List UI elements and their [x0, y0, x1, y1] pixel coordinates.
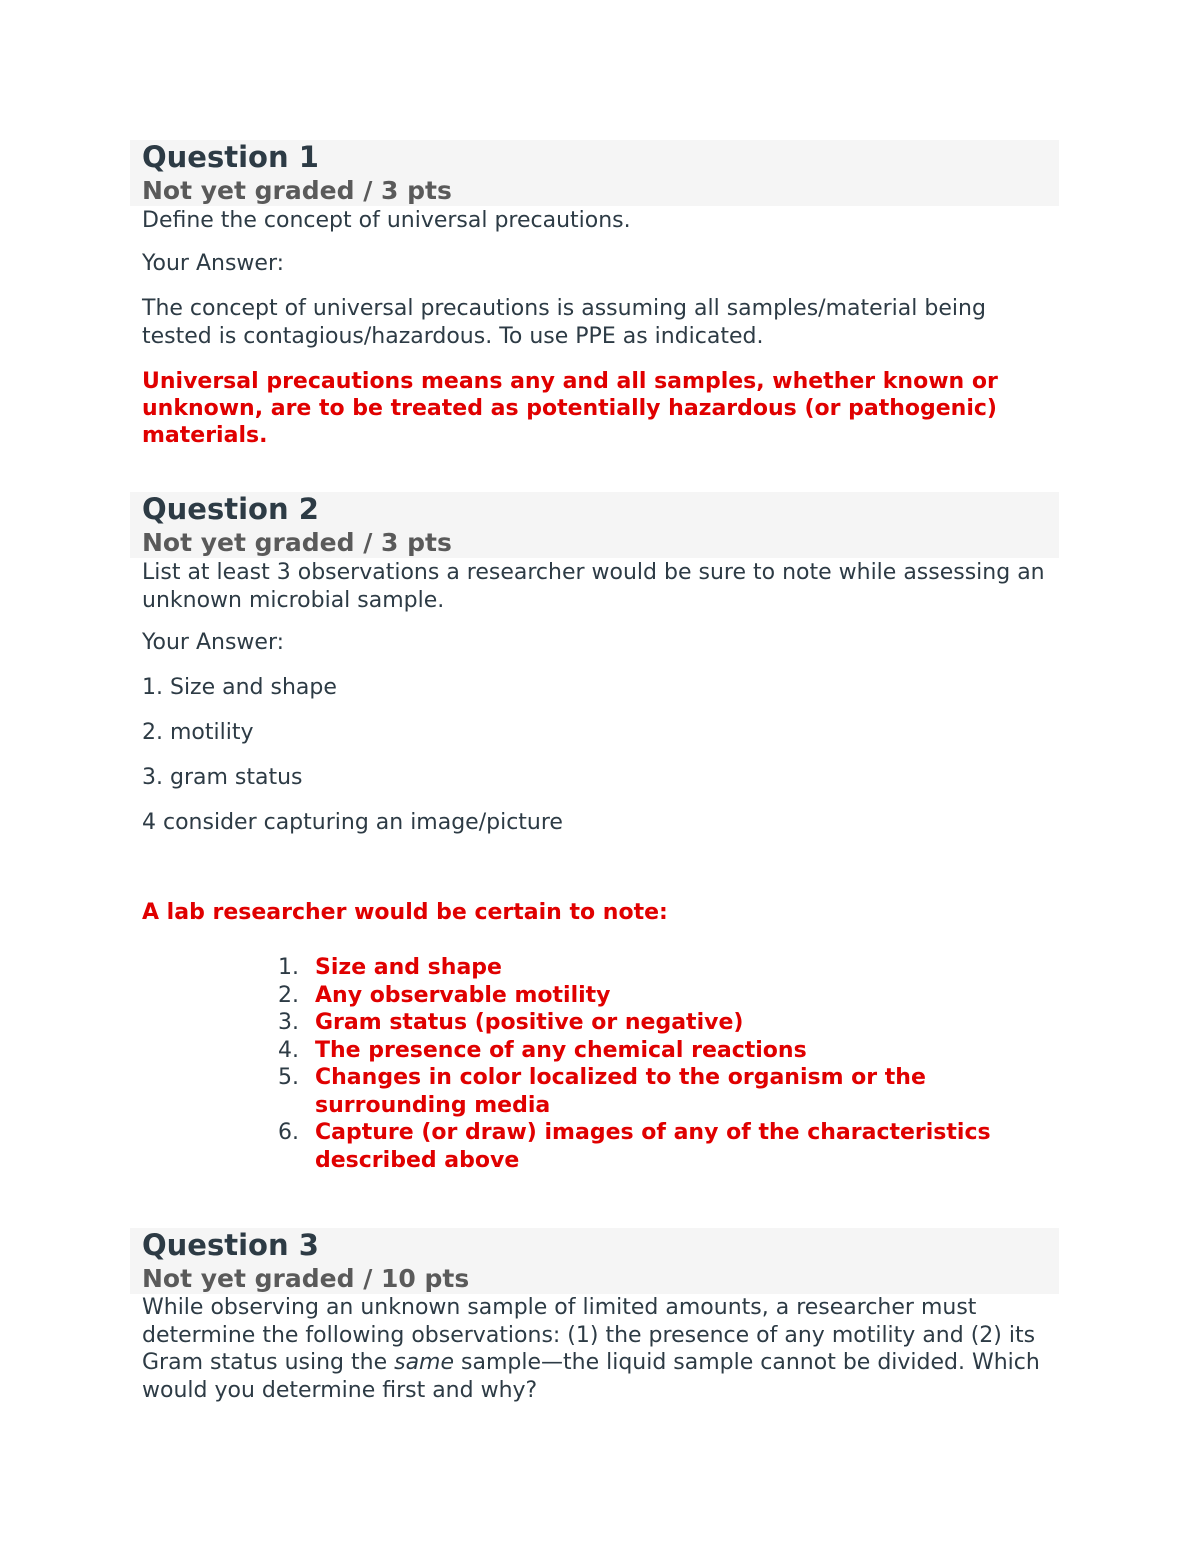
answer-line: 4 consider capturing an image/picture — [142, 810, 563, 835]
answer-label: Your Answer: — [142, 630, 285, 655]
list-item — [250, 1037, 1050, 1065]
question-prompt: Define the concept of universal precautions. — [142, 208, 631, 233]
list-item-number: 1. — [278, 955, 299, 980]
list-item-text: Size and shape — [315, 955, 502, 980]
question-grade: Not yet graded / 3 pts — [142, 176, 452, 205]
question-grade: Not yet graded / 3 pts — [142, 528, 452, 557]
list-item-text: Capture (or draw) images of any of the characteristics described above — [315, 1120, 991, 1173]
list-item-number: 5. — [278, 1065, 299, 1090]
list-item — [250, 954, 1050, 982]
list-item — [250, 982, 1050, 1010]
question-title: Question 3 — [142, 1228, 319, 1262]
question-prompt: List at least 3 observations a researcher would be sure to note while assessing an unknown microbial sample. — [142, 560, 1045, 613]
feedback-list — [250, 954, 1050, 1174]
question-title: Question 1 — [142, 140, 319, 174]
answer-line: 3. gram status — [142, 765, 303, 790]
list-item-text: Any observable motility — [315, 982, 611, 1008]
answer-feedback: Universal precautions means any and all samples, whether known or unknown, are to be treated as potentially hazardous (or pathogenic) materials. — [142, 369, 998, 448]
question-title: Question 2 — [142, 492, 319, 526]
list-item-number: 2. — [278, 982, 299, 1008]
student-answer: The concept of universal precautions is assuming all samples/material being tested is contagious/hazardous. To use PPE as indicated. — [142, 296, 986, 349]
list-item-number: 3. — [278, 1010, 299, 1035]
list-item-text: Changes in color localized to the organism or the surrounding media — [315, 1065, 926, 1118]
question-grade: Not yet graded / 10 pts — [142, 1264, 470, 1293]
list-item-number: 4. — [278, 1037, 299, 1063]
prompt-text: While observing an unknown sample of limited amounts, a researcher must determine the following observations: (1) the presence of any motility and (2) its Gram status using the — [142, 1295, 1036, 1375]
list-item-number: 6. — [278, 1120, 299, 1145]
list-item — [250, 1119, 1050, 1174]
answer-line: 1. Size and shape — [142, 675, 337, 700]
list-item — [250, 1009, 1050, 1037]
prompt-emphasis: same — [394, 1350, 455, 1375]
feedback-intro: A lab researcher would be certain to note: — [142, 900, 668, 925]
list-item — [250, 1064, 1050, 1119]
question-prompt — [142, 1294, 1062, 1404]
answer-line: 2. motility — [142, 720, 254, 745]
answer-label: Your Answer: — [142, 251, 285, 276]
list-item-text: The presence of any chemical reactions — [315, 1037, 807, 1063]
prompt-text: sample—the liquid sample cannot be divided. Which would you determine first and why? — [142, 1350, 1040, 1403]
list-item-text: Gram status (positive or negative) — [315, 1010, 744, 1035]
